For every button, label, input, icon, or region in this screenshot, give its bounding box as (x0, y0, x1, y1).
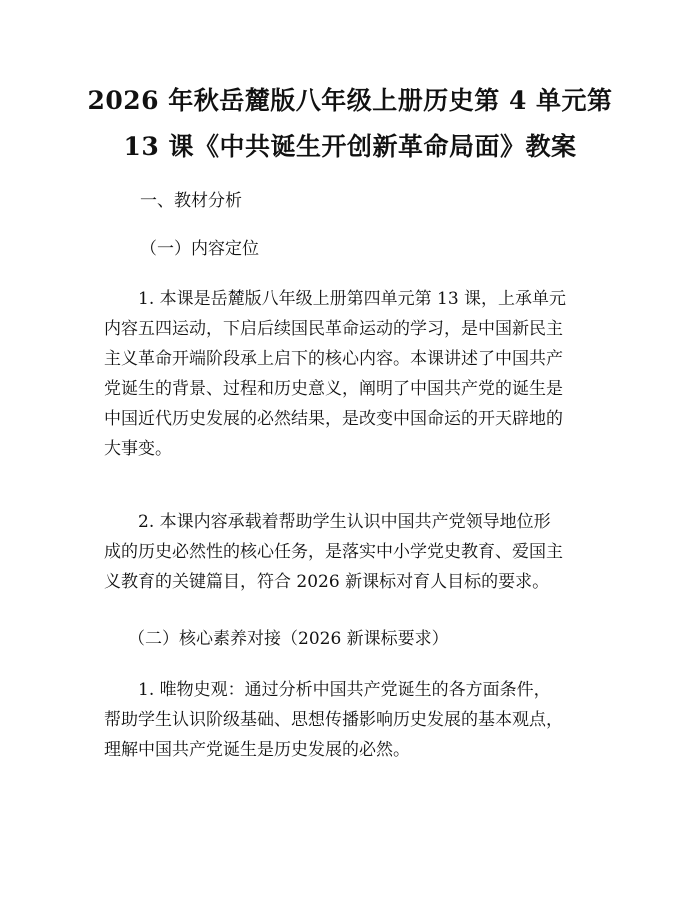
paragraph-line: 主义革命开端阶段承上启下的核心内容。本课讲述了中国共产 (104, 349, 563, 369)
paragraph-line: 党诞生的背景、过程和历史意义，阐明了中国共产党的诞生是 (104, 379, 563, 399)
paragraph-line: 大事变。 (104, 439, 172, 459)
paragraph-line: 1. 本课是岳麓版八年级上册第四单元第 13 课，上承单元 (138, 289, 567, 309)
paragraph-line: 成的历史必然性的核心任务，是落实中小学党史教育、爱国主 (104, 542, 563, 562)
subsection-heading-core-literacy: （二）核心素养对接（2026 新课标要求） (128, 629, 449, 649)
paragraph-line: 义教育的关键篇目，符合 2026 新课标对育人目标的要求。 (104, 572, 550, 592)
paragraph-line: 理解中国共产党诞生是历史发展的必然。 (104, 740, 410, 760)
paragraph-line: 帮助学生认识阶级基础、思想传播影响历史发展的基本观点， (104, 710, 563, 730)
document-title-line-1: 2026 年秋岳麓版八年级上册历史第 4 单元第 (87, 86, 613, 115)
section-heading-textbook-analysis: 一、教材分析 (140, 191, 242, 211)
paragraph-content-positioning-1 (104, 284, 604, 464)
paragraph-line: 内容五四运动，下启后续国民革命运动的学习，是中国新民主 (104, 319, 563, 339)
document-title-line-2: 13 课《中共诞生开创新革命局面》教案 (123, 132, 577, 161)
paragraph-line: 2. 本课内容承载着帮助学生认识中国共产党领导地位形 (138, 512, 551, 532)
paragraph-historical-materialism (104, 675, 604, 765)
paragraph-line: 中国近代历史发展的必然结果，是改变中国命运的开天辟地的 (104, 409, 563, 429)
paragraph-line: 1. 唯物史观：通过分析中国共产党诞生的各方面条件， (138, 680, 551, 700)
paragraph-content-positioning-2 (104, 507, 604, 597)
subsection-heading-content-positioning: （一）内容定位 (140, 239, 259, 259)
